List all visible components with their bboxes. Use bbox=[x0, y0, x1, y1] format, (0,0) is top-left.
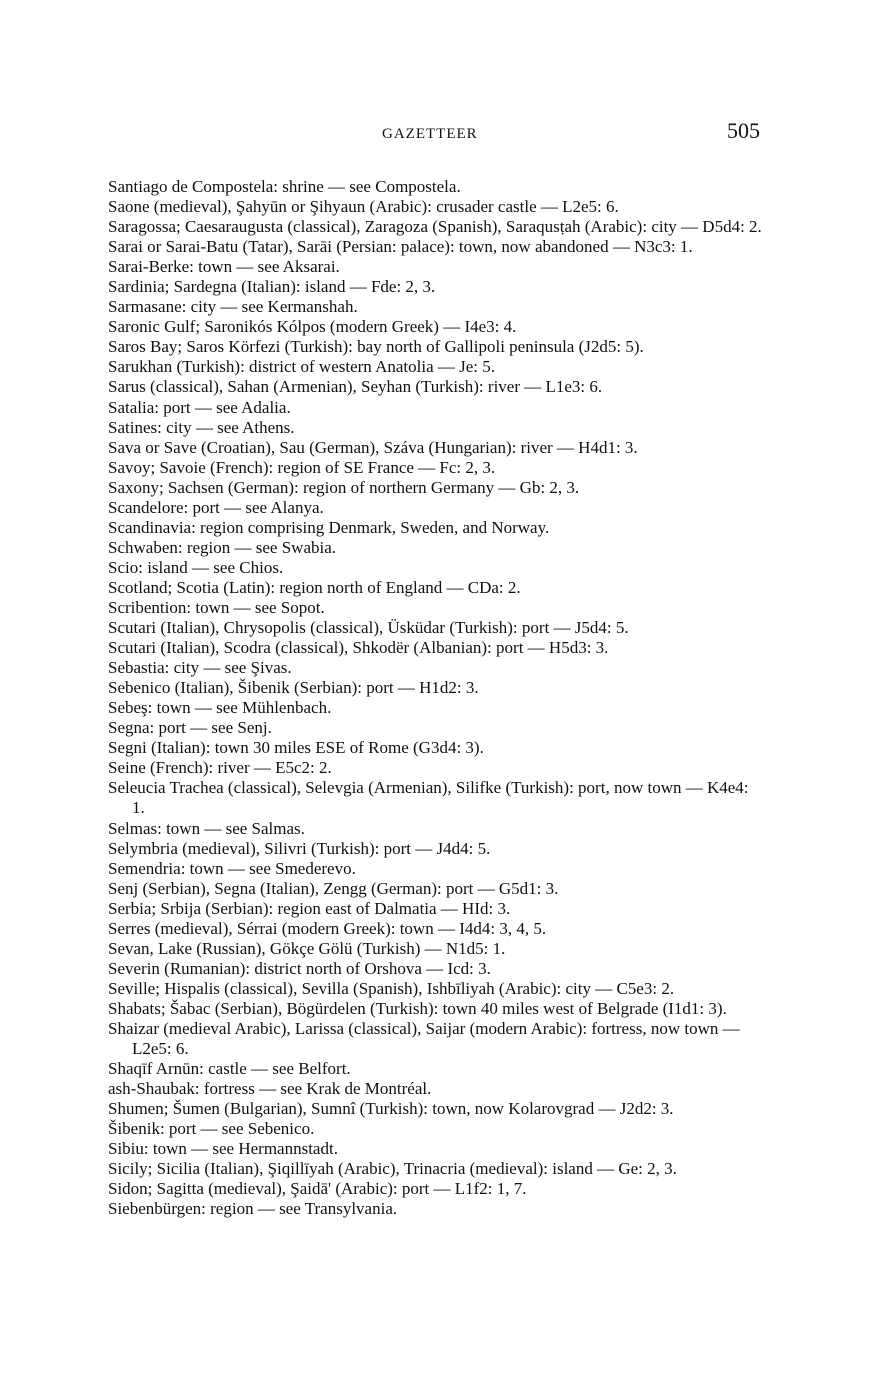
gazetteer-entry: Siebenbürgen: region — see Transylvania. bbox=[108, 1199, 398, 1219]
gazetteer-entry: Seleucia Trachea (classical), Selevgia (Armenian), Silifke (Turkish): port, now town — K4e4: 1. bbox=[108, 778, 749, 818]
gazetteer-entry: Saragossa; Caesaraugusta (classical), Zaragoza (Spanish), Saraqusṭah (Arabic): city — D5d4: 2. bbox=[108, 217, 762, 237]
gazetteer-entry: Severin (Rumanian): district north of Orshova — Icd: 3. bbox=[108, 958, 491, 978]
gazetteer-entry: ash-Shaubak: fortress — see Krak de Montréal. bbox=[108, 1079, 432, 1099]
gazetteer-entry: Sicily; Sicilia (Italian), Şiqillīyah (Arabic), Trinacria (medieval): island — Ge: 2, 3. bbox=[108, 1159, 677, 1179]
gazetteer-entry: Scutari (Italian), Scodra (classical), Shkodër (Albanian): port — H5d3: 3. bbox=[108, 638, 609, 658]
gazetteer-entry: Sibiu: town — see Hermannstadt. bbox=[108, 1139, 338, 1159]
gazetteer-entry: Scotland; Scotia (Latin): region north of England — CDa: 2. bbox=[108, 577, 521, 597]
gazetteer-entry: Shaqīf Arnūn: castle — see Belfort. bbox=[108, 1059, 351, 1079]
gazetteer-entry: Sarukhan (Turkish): district of western Anatolia — Je: 5. bbox=[108, 357, 496, 377]
running-head: GAZETTEER bbox=[382, 126, 478, 142]
gazetteer-entry: Savoy; Savoie (French): region of SE France — Fc: 2, 3. bbox=[108, 457, 496, 477]
gazetteer-entry: Selmas: town — see Salmas. bbox=[108, 818, 305, 838]
gazetteer-entry: Sava or Save (Croatian), Sau (German), Száva (Hungarian): river — H4d1: 3. bbox=[108, 437, 638, 457]
gazetteer-entry: Segni (Italian): town 30 miles ESE of Rome (G3d4: 3). bbox=[108, 738, 484, 758]
gazetteer-entry: Sebastia: city — see Şivas. bbox=[108, 658, 292, 678]
gazetteer-entry: Scutari (Italian), Chrysopolis (classical), Üsküdar (Turkish): port — J5d4: 5. bbox=[108, 618, 629, 638]
gazetteer-entry: Sarai or Sarai-Batu (Tatar), Sarāi (Persian: palace): town, now abandoned — N3c3: 1. bbox=[108, 237, 693, 257]
gazetteer-entry-list bbox=[108, 177, 762, 1219]
gazetteer-entry: Scandelore: port — see Alanya. bbox=[108, 497, 324, 517]
gazetteer-entry: Scribention: town — see Sopot. bbox=[108, 597, 325, 617]
gazetteer-entry: Senj (Serbian), Segna (Italian), Zengg (German): port — G5d1: 3. bbox=[108, 878, 559, 898]
gazetteer-entry: Sevan, Lake (Russian), Gökçe Gölü (Turkish) — N1d5: 1. bbox=[108, 938, 506, 958]
gazetteer-entry: Selymbria (medieval), Silivri (Turkish): port — J4d4: 5. bbox=[108, 838, 491, 858]
gazetteer-entry: Shumen; Šumen (Bulgarian), Sumnî (Turkish): town, now Kolarovgrad — J2d2: 3. bbox=[108, 1099, 674, 1119]
gazetteer-entry: Sidon; Sagitta (medieval), Şaidā' (Arabic): port — L1f2: 1, 7. bbox=[108, 1179, 527, 1199]
gazetteer-entry: Serres (medieval), Sérrai (modern Greek): town — I4d4: 3, 4, 5. bbox=[108, 918, 547, 938]
gazetteer-entry: Sardinia; Sardegna (Italian): island — Fde: 2, 3. bbox=[108, 277, 436, 297]
gazetteer-entry: Saros Bay; Saros Körfezi (Turkish): bay north of Gallipoli peninsula (J2d5: 5). bbox=[108, 337, 644, 357]
gazetteer-entry: Seine (French): river — E5c2: 2. bbox=[108, 758, 332, 778]
gazetteer-entry: Sarus (classical), Sahan (Armenian), Seyhan (Turkish): river — L1e3: 6. bbox=[108, 377, 603, 397]
page-number: 505 bbox=[727, 118, 760, 143]
gazetteer-entry: Šibenik: port — see Sebenico. bbox=[108, 1119, 315, 1139]
gazetteer-entry: Scandinavia: region comprising Denmark, Sweden, and Norway. bbox=[108, 517, 550, 537]
gazetteer-entry: Semendria: town — see Smederevo. bbox=[108, 858, 356, 878]
gazetteer-entry: Sebenico (Italian), Šibenik (Serbian): port — H1d2: 3. bbox=[108, 678, 479, 698]
gazetteer-entry: Satines: city — see Athens. bbox=[108, 417, 295, 437]
gazetteer-entry: Saone (medieval), Şahyūn or Şihyaun (Arabic): crusader castle — L2e5: 6. bbox=[108, 197, 619, 217]
gazetteer-entry: Segna: port — see Senj. bbox=[108, 718, 272, 738]
gazetteer-entry: Seville; Hispalis (classical), Sevilla (Spanish), Ishbīliyah (Arabic): city — C5e3: 2. bbox=[108, 978, 675, 998]
gazetteer-entry: Shaizar (medieval Arabic), Larissa (classical), Saijar (modern Arabic): fortress, now town — L2e5: 6. bbox=[108, 1018, 740, 1059]
page-header bbox=[0, 118, 872, 148]
gazetteer-entry: Saronic Gulf; Saronikós Kólpos (modern Greek) — I4e3: 4. bbox=[108, 317, 517, 337]
gazetteer-entry: Serbia; Srbija (Serbian): region east of Dalmatia — HId: 3. bbox=[108, 898, 511, 918]
gazetteer-entry: Shabats; Šabac (Serbian), Bögürdelen (Turkish): town 40 miles west of Belgrade (I1d1: 3). bbox=[108, 998, 727, 1018]
gazetteer-entry: Satalia: port — see Adalia. bbox=[108, 397, 291, 417]
gazetteer-entry: Santiago de Compostela: shrine — see Compostela. bbox=[108, 177, 461, 196]
gazetteer-entry: Saxony; Sachsen (German): region of northern Germany — Gb: 2, 3. bbox=[108, 477, 580, 497]
gazetteer-entry: Sarmasane: city — see Kermanshah. bbox=[108, 297, 358, 317]
gazetteer-entry: Schwaben: region — see Swabia. bbox=[108, 537, 337, 557]
gazetteer-entry: Sebeş: town — see Mühlenbach. bbox=[108, 698, 332, 718]
gazetteer-entry: Sarai-Berke: town — see Aksarai. bbox=[108, 257, 340, 277]
gazetteer-entry: Scio: island — see Chios. bbox=[108, 557, 284, 577]
